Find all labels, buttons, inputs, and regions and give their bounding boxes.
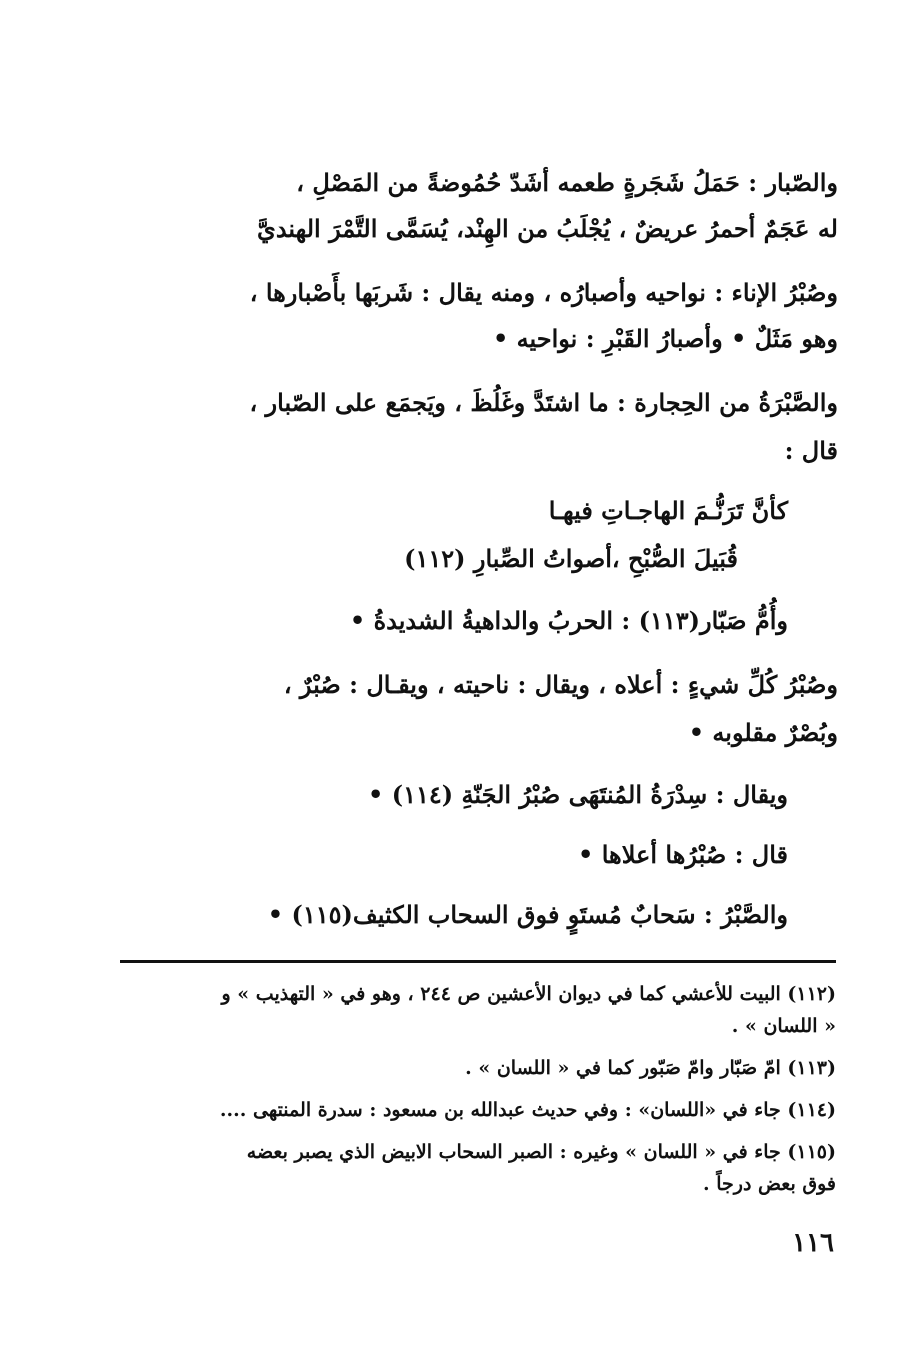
verse-hemistich-1: كأنَّ تَرَنُّـمَ الهاجـاتِ فيهـا xyxy=(548,496,788,525)
paragraph-5-line-2: وبُصْرٌ مقلوبه • xyxy=(688,718,838,747)
paragraph-3-line-1: والصَّبْرَةُ من الحِجارة : ما اشتَدَّ وغَلُظَ ، ويَجمَع على الصّبار ، xyxy=(249,388,838,417)
footnote-divider xyxy=(120,960,836,963)
paragraph-7-line-1: قال : صُبْرُها أعلاها • xyxy=(578,840,788,869)
paragraph-8-line-1: والصَّبْرُ : سَحابٌ مُستَوٍ فوق السحاب الكثيف(١١٥) • xyxy=(267,900,788,929)
page-number: ١١٦ xyxy=(792,1228,834,1258)
paragraph-1-line-1: والصّبار : حَمَلُ شَجَرةٍ طعمه أشَدّ حُمُوضةً من المَصْلِ ، xyxy=(296,168,838,197)
paragraph-6-line-1: ويقال : سِدْرَةُ المُنتَهَى صُبْرُ الجَنّةِ (١١٤) • xyxy=(368,780,788,809)
paragraph-3-line-2: قال : xyxy=(784,436,838,465)
footnote-113: (١١٣) امّ صَبّار وامّ صَبّور كما في « اللسان » . xyxy=(465,1057,836,1079)
footnote-115-line-2: فوق بعض درجاً . xyxy=(703,1173,836,1195)
footnote-112-line-1: (١١٢) البيت للأعشي كما في ديوان الأعشين ص ٢٤٤ ، وهو في « التهذيب » و xyxy=(221,983,836,1005)
paragraph-2-line-2: وهو مَثَلٌ • وأصبارُ القَبْرِ : نواحيه • xyxy=(492,324,838,353)
paragraph-4-line-1: وأُمُّ صَبّار(١١٣) : الحربُ والداهيةُ الشديدةُ • xyxy=(349,606,788,635)
footnote-115-line-1: (١١٥) جاء في « اللسان » وغيره : الصبر السحاب الابيض الذي يصبر بعضه xyxy=(246,1141,836,1163)
paragraph-2-line-1: وصُبْرُ الإناء : نواحيه وأصبارُه ، ومنه يقال : شَربَها بأَصْبارها ، xyxy=(249,278,838,307)
paragraph-5-line-1: وصُبْرُ كُلِّ شيءٍ : أعلاه ، ويقال : ناحيته ، ويقـال : صُبْرٌ ، xyxy=(283,670,838,699)
footnote-114: (١١٤) جاء في «اللسان» : وفي حديث عبدالله بن مسعود : سدرة المنتهى .... xyxy=(219,1099,836,1121)
paragraph-1-line-2: له عَجَمٌ أحمرُ عريضٌ ، يُجْلَبُ من الهِنْد، يُسَمَّى التَّمْرَ الهنديَّ xyxy=(257,214,838,243)
verse-hemistich-2: قُبَيلَ الصُّبْحِ ،أصواتُ الصِّبارِ (١١٢) xyxy=(404,544,738,573)
footnote-112-line-2: « اللسان » . xyxy=(731,1015,836,1037)
